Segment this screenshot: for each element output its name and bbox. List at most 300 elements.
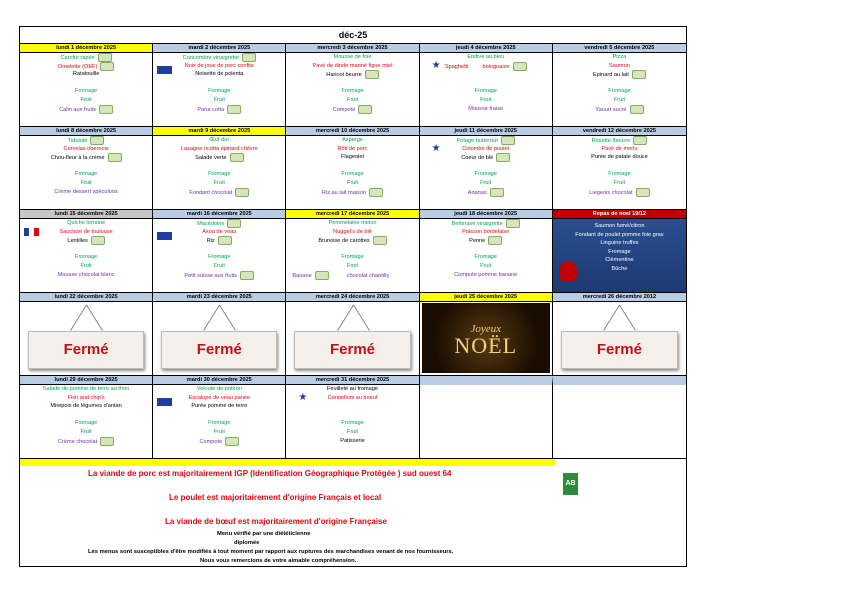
menu-item	[153, 70, 285, 79]
menu-item	[553, 70, 686, 79]
day-cell	[20, 293, 153, 375]
organic-leaf-icon	[633, 136, 647, 145]
menu-item-label: Fromage	[608, 88, 631, 95]
menu-item	[153, 170, 285, 179]
menu-item-label: Poisson bordelaise	[462, 228, 510, 235]
menu-item	[20, 419, 152, 428]
menu-item-label: Mousse chocolat blanc	[57, 271, 115, 278]
menu-item	[20, 262, 152, 271]
menu-item-label: Fruit	[80, 179, 92, 186]
menu-item	[553, 53, 686, 62]
menu-item	[420, 245, 552, 254]
menu-item	[420, 96, 552, 105]
menu-item	[286, 219, 418, 228]
menu-item	[286, 153, 418, 162]
menu-item-label: Concombre vinaigrette	[182, 54, 239, 61]
menu-item	[20, 70, 152, 79]
organic-leaf-icon	[90, 136, 104, 145]
day-cell	[553, 44, 686, 126]
menu-item	[20, 153, 152, 162]
day-header: mardi 9 décembre 2025	[153, 127, 285, 136]
menu-item	[420, 170, 552, 179]
menu-grid	[20, 44, 686, 459]
day-cell	[420, 210, 553, 292]
menu-item-label: Fruit	[346, 179, 359, 186]
day-header: jeudi 18 décembre 2025	[420, 210, 552, 219]
menu-item	[20, 219, 152, 228]
menu-item	[286, 245, 418, 254]
day-cell	[20, 376, 153, 458]
menu-item	[553, 188, 686, 197]
christmas-menu-item: Bûche	[611, 265, 628, 272]
menu-item-label: Fromage	[208, 88, 231, 95]
christmas-greeting: Joyeux	[470, 323, 501, 335]
day-cell	[286, 127, 419, 209]
menu-item	[286, 170, 418, 179]
menu-item-label: Ananas	[467, 189, 487, 196]
menu-item-label: Nugget's de blé	[333, 228, 372, 235]
menu-item-label: Fromage	[341, 171, 364, 178]
menu-item	[553, 87, 686, 96]
day-header: lundi 8 décembre 2025	[20, 127, 152, 136]
menu-item	[20, 411, 152, 420]
france-flag-icon	[24, 228, 39, 236]
day-cell	[20, 127, 153, 209]
christmas-menu-item: Saumon fumé/citron	[594, 223, 645, 229]
menu-item	[153, 262, 285, 271]
day-cell	[153, 44, 286, 126]
day-cell	[286, 293, 419, 375]
menu-item-label: Coeur de blé	[461, 155, 494, 162]
organic-leaf-icon	[225, 437, 239, 446]
menu-item-label: Pavé de merlu	[601, 145, 638, 152]
menu-item	[20, 245, 152, 254]
menu-item	[420, 188, 552, 197]
menu-item-label: Betterave vinaigrette	[451, 220, 503, 227]
menu-item	[153, 394, 285, 403]
menu-item-label: Mirepoix de légumes d'antan	[50, 403, 122, 410]
day-cell	[553, 210, 686, 292]
menu-item-label: Pemmelaine melon	[328, 220, 377, 226]
organic-leaf-icon	[636, 188, 650, 197]
organic-leaf-icon	[630, 105, 644, 114]
eu-flag-icon	[157, 232, 172, 240]
menu-item-label: Fish and chip's	[67, 394, 105, 401]
day-header: vendredi 5 décembre 2025	[553, 44, 686, 53]
menu-item-label: Escalope de veau panée	[188, 394, 251, 401]
menu-item-label: Fruit	[80, 262, 92, 269]
day-header: lundi 15 décembre 2025	[20, 210, 152, 219]
menu-item	[553, 136, 686, 145]
day-header: mercredi 3 décembre 2025	[286, 44, 418, 53]
menu-item	[20, 394, 152, 403]
menu-item	[286, 87, 418, 96]
menu-item	[153, 62, 285, 71]
menu-item-label: Fruit	[613, 179, 625, 186]
menu-item	[286, 228, 418, 237]
menu-item-label: Saucisse de toulouse	[59, 228, 113, 235]
menu-item	[153, 219, 285, 228]
day-header: mardi 2 décembre 2025	[153, 44, 285, 53]
menu-item-label: Riz	[206, 238, 215, 245]
beef-origin-note: La viande de bœuf est majoritairement d'origine Française	[165, 517, 387, 526]
christmas-meal-panel	[553, 219, 686, 292]
menu-item-label: Fromage	[474, 88, 497, 95]
menu-item-label: Cervelas obernois	[63, 145, 109, 152]
closed-sign: Fermé	[294, 331, 410, 369]
christmas-card	[422, 303, 550, 373]
menu-item	[20, 428, 152, 437]
christmas-menu-item: Clémentine	[605, 257, 634, 264]
organic-leaf-icon	[632, 70, 646, 79]
menu-item-label: Chou-fleur à la crème	[50, 155, 105, 162]
menu-item-label: Fruit	[213, 428, 225, 435]
menu-item-label: Salade de pomme de terre au thon	[42, 386, 130, 392]
menu-change-disclaimer: Les menus sont susceptibles d'être modifiés à tout moment par rapport aux ruptures des marchandises venant de nos fournisseurs.	[88, 549, 454, 555]
menu-item	[20, 402, 152, 411]
menu-item-label: Velouté de potiron	[196, 386, 242, 392]
day-header: jeudi 25 décembre 2025	[420, 293, 552, 302]
organic-leaf-icon	[99, 105, 113, 114]
day-cell	[420, 376, 553, 458]
day-cell	[553, 376, 686, 458]
menu-item-label: Fromage	[74, 88, 98, 95]
menu-item	[153, 228, 285, 237]
day-cell	[420, 293, 553, 375]
organic-leaf-icon	[91, 236, 105, 245]
menu-item-label: Lentilles	[67, 238, 88, 245]
thanks-note: Nous vous remercions de votre aimable compréhension.	[200, 558, 357, 564]
menu-item-label: Fruit	[213, 179, 225, 186]
menu-item-extra: bolognaise	[482, 63, 510, 70]
organic-leaf-icon	[242, 53, 256, 62]
menu-item-label: Epinard au lait	[593, 72, 629, 79]
menu-item	[420, 153, 552, 162]
menu-item	[420, 219, 552, 228]
menu-item-label: Liegeois chocolat	[589, 189, 633, 196]
day-cell	[286, 376, 419, 458]
menu-item	[20, 96, 152, 105]
day-header: mardi 16 décembre 2025	[153, 210, 285, 219]
menu-item-label: Fruit	[613, 96, 625, 103]
menu-item	[286, 145, 418, 154]
menu-item-label: Pavé de dinde mariné figue miel	[312, 62, 393, 69]
menu-item-label: Fromage	[74, 254, 98, 261]
menu-item	[420, 70, 552, 79]
menu-item	[153, 87, 285, 96]
menu-item	[153, 385, 285, 394]
day-header: mercredi 10 décembre 2025	[286, 127, 418, 136]
menu-item	[153, 105, 285, 114]
organic-ab-logo: AB	[563, 473, 578, 495]
menu-item	[20, 271, 152, 280]
menu-item	[20, 253, 152, 262]
menu-item	[286, 271, 418, 280]
week-row	[20, 44, 686, 127]
menu-item	[286, 105, 418, 114]
menu-item-label: Fruit	[480, 96, 492, 103]
menu-item-label: Endive au bleu	[467, 54, 505, 60]
menu-item	[286, 428, 418, 437]
organic-leaf-icon	[108, 153, 122, 162]
organic-leaf-icon	[365, 70, 379, 79]
menu-item-label: Penne	[469, 238, 486, 245]
menu-item	[153, 428, 285, 437]
menu-item-label: Pana cotta	[197, 106, 225, 113]
christmas-menu-item: Fondant de poulet pomme foie gras	[575, 231, 664, 238]
organic-leaf-icon	[373, 236, 387, 245]
menu-item-label: Carotte rapée	[60, 54, 95, 61]
day-header: mercredi 24 décembre 2025	[286, 293, 418, 302]
menu-item	[286, 437, 418, 446]
menu-item-label: Œuf dur	[209, 137, 230, 143]
organic-leaf-icon	[240, 271, 254, 280]
organic-leaf-icon	[501, 136, 515, 145]
menu-item	[286, 70, 418, 79]
star-label-icon: ★	[431, 143, 441, 154]
menu-item	[553, 96, 686, 105]
menu-item-label: Noisette de polenta	[195, 71, 244, 78]
menu-item	[420, 253, 552, 262]
menu-item	[420, 87, 552, 96]
day-header: mercredi 17 décembre 2025	[286, 210, 418, 219]
day-header: mardi 23 décembre 2025	[153, 293, 285, 302]
menu-item-label: Feuilleté au fromage	[327, 386, 378, 392]
footer-notes	[20, 459, 686, 566]
chicken-origin-note: Le poulet est majoritairement d'origine Français et local	[169, 493, 382, 502]
menu-item	[420, 105, 552, 114]
menu-item-label: Fromage	[608, 171, 631, 178]
menu-item	[286, 253, 418, 262]
dessert-part-1: Banane	[292, 272, 312, 279]
menu-item	[286, 62, 418, 71]
day-cell	[420, 44, 553, 126]
dessert-part-2: chocolat chantilly	[346, 272, 390, 279]
menu-item	[20, 53, 152, 62]
menu-item-label: Fruit	[213, 96, 225, 103]
menu-item-label: Macédoine	[197, 220, 225, 227]
menu-item-label: Rosette /beurre	[591, 137, 631, 144]
menu-item	[286, 136, 418, 145]
menu-item	[20, 136, 152, 145]
menu-item	[153, 437, 285, 446]
menu-item-label: Cannelloni au boeuf	[327, 394, 378, 401]
menu-item-label: Fromage	[341, 420, 364, 427]
menu-item	[553, 105, 686, 114]
organic-leaf-icon	[227, 105, 241, 114]
day-cell	[153, 293, 286, 375]
menu-item-label: Fruit	[80, 428, 92, 435]
menu-item-label: Riz au lait maison	[321, 189, 367, 196]
menu-item-label: Quiche lorraine	[67, 220, 106, 226]
menu-item	[286, 411, 418, 420]
menu-item	[153, 136, 285, 145]
menu-item-label: Noix de joue de porc confite	[184, 62, 254, 69]
menu-item	[553, 153, 686, 162]
day-header: jeudi 4 décembre 2025	[420, 44, 552, 53]
week-row	[20, 376, 686, 459]
day-cell	[20, 210, 153, 292]
menu-item-label: Fondant chocolat	[189, 189, 233, 196]
menu-item-label: Fruit	[346, 428, 359, 435]
menu-item	[553, 145, 686, 154]
star-label-icon: ★	[298, 392, 308, 403]
organic-leaf-icon	[490, 188, 504, 197]
menu-item	[20, 385, 152, 394]
menu-item-label: Purée pomme de terre	[191, 403, 248, 410]
menu-item	[553, 170, 686, 179]
menu-item	[153, 402, 285, 411]
menu-item-label: Fromage	[341, 88, 364, 95]
menu-item	[153, 245, 285, 254]
menu-item-label: Fruit	[213, 262, 225, 269]
christmas-menu-item: Linguine truffes	[600, 240, 639, 247]
santa-icon	[559, 261, 577, 281]
menu-item-label: Mousse de foie	[333, 54, 372, 60]
week-row	[20, 210, 686, 293]
menu-item	[153, 411, 285, 420]
eu-flag-icon	[157, 66, 172, 74]
menu-item-label: Compote	[332, 106, 356, 113]
day-header: lundi 1 décembre 2025	[20, 44, 152, 53]
organic-leaf-icon	[315, 271, 329, 280]
menu-item-label: Fruit	[346, 96, 359, 103]
menu-item	[153, 419, 285, 428]
menu-item-label: Fromage	[74, 420, 98, 427]
menu-item-label: Fromage	[208, 420, 231, 427]
menu-item-label: Yaourt sucré	[595, 106, 627, 113]
menu-item	[20, 105, 152, 114]
day-header: vendredi 12 décembre 2025	[553, 127, 686, 136]
menu-item-label: Purée de patate douce	[591, 154, 648, 161]
day-header: mercredi 26 décembre 2012	[553, 293, 686, 302]
menu-item-label: Patisserie	[340, 437, 365, 444]
day-cell	[153, 127, 286, 209]
organic-leaf-icon	[230, 153, 244, 162]
pork-origin-note: La viande de porc est majoritairement IGP (Identification Géographique Protégée ) sud ouest 64	[88, 469, 452, 478]
day-cell	[20, 44, 153, 126]
menu-item	[286, 402, 418, 411]
organic-leaf-icon	[235, 188, 249, 197]
menu-item-label: Fruit	[480, 262, 492, 269]
menu-item-label: Brunoise de carottes	[318, 238, 370, 245]
menu-item	[420, 179, 552, 188]
organic-leaf-icon	[227, 219, 241, 228]
menu-item-label: Fruit	[346, 262, 359, 269]
eu-flag-icon	[157, 398, 172, 406]
organic-leaf-icon	[488, 236, 502, 245]
menu-item	[420, 162, 552, 171]
menu-item	[20, 62, 152, 71]
menu-item-label: Fromage	[341, 254, 364, 261]
menu-item-label: Compote pomme banane	[454, 271, 518, 278]
menu-item-label: Fromage	[208, 254, 231, 261]
day-cell	[553, 293, 686, 375]
week-row	[20, 293, 686, 376]
menu-item	[20, 79, 152, 88]
menu-item	[286, 236, 418, 245]
closed-sign: Fermé	[561, 331, 678, 369]
menu-item-label: Compote	[199, 438, 223, 445]
menu-item-label: Fromage	[474, 171, 497, 178]
menu-item-label: Omelette (OEF)	[57, 63, 98, 70]
menu-item-label: Fruit	[80, 96, 92, 103]
menu-item	[553, 79, 686, 88]
menu-item-label: Ratatouille	[72, 71, 100, 78]
menu-item	[153, 253, 285, 262]
menu-item	[420, 79, 552, 88]
menu-item-label: Rôti de porc	[337, 145, 368, 152]
menu-item	[20, 170, 152, 179]
menu-item	[420, 262, 552, 271]
organic-leaf-icon	[218, 236, 232, 245]
menu-item	[153, 162, 285, 171]
menu-item-label: Mousse fraise	[468, 105, 504, 112]
menu-item-label: Lasagne ricotta épinard chèvre	[180, 145, 258, 152]
menu-item	[286, 96, 418, 105]
menu-item	[153, 236, 285, 245]
menu-item	[553, 62, 686, 71]
organic-leaf-icon	[369, 188, 383, 197]
menu-item	[286, 262, 418, 271]
menu-sheet	[19, 26, 687, 567]
menu-item	[153, 271, 285, 280]
day-cell	[153, 376, 286, 458]
day-header: jeudi 11 décembre 2025	[420, 127, 552, 136]
star-label-icon: ★	[431, 60, 441, 71]
day-cell	[153, 210, 286, 292]
day-cell	[286, 44, 419, 126]
organic-leaf-icon	[496, 153, 510, 162]
day-cell	[420, 127, 553, 209]
day-header: lundi 29 décembre 2025	[20, 376, 152, 385]
menu-item	[20, 145, 152, 154]
menu-item-label: Fromage	[208, 171, 231, 178]
organic-leaf-icon	[98, 53, 112, 62]
menu-item-label: Fruit	[480, 179, 492, 186]
menu-item	[20, 87, 152, 96]
menu-item	[20, 188, 152, 197]
menu-item	[553, 162, 686, 171]
menu-item-label: Asperge	[342, 137, 363, 143]
menu-item-label: Fromage	[74, 171, 98, 178]
menu-item-label: Haricot beurre	[326, 72, 362, 79]
menu-item	[153, 188, 285, 197]
day-cell	[553, 127, 686, 209]
menu-item	[286, 53, 418, 62]
menu-item-label: Petit suisse aux fruits	[184, 272, 238, 279]
menu-item	[153, 79, 285, 88]
menu-item-label: Flageolet	[341, 154, 365, 161]
menu-item	[153, 153, 285, 162]
menu-item-label: Spaghetti	[444, 63, 469, 70]
closed-sign: Fermé	[28, 331, 144, 369]
organic-leaf-icon	[358, 105, 372, 114]
dietitian-diploma-note: diplomée	[234, 540, 260, 546]
day-cell	[286, 210, 419, 292]
menu-item-label: Colombo de poulet	[462, 145, 510, 152]
menu-item-label: Crème dessert spéculoos	[54, 188, 118, 195]
menu-item	[286, 179, 418, 188]
menu-item	[286, 79, 418, 88]
menu-item-label: Taboulé	[67, 137, 88, 144]
day-header: mercredi 31 décembre 2025	[286, 376, 418, 385]
christmas-menu-item: Fromage	[608, 248, 631, 255]
menu-item	[420, 271, 552, 280]
menu-item	[20, 236, 152, 245]
day-header: mardi 30 décembre 2025	[153, 376, 285, 385]
menu-item	[20, 162, 152, 171]
